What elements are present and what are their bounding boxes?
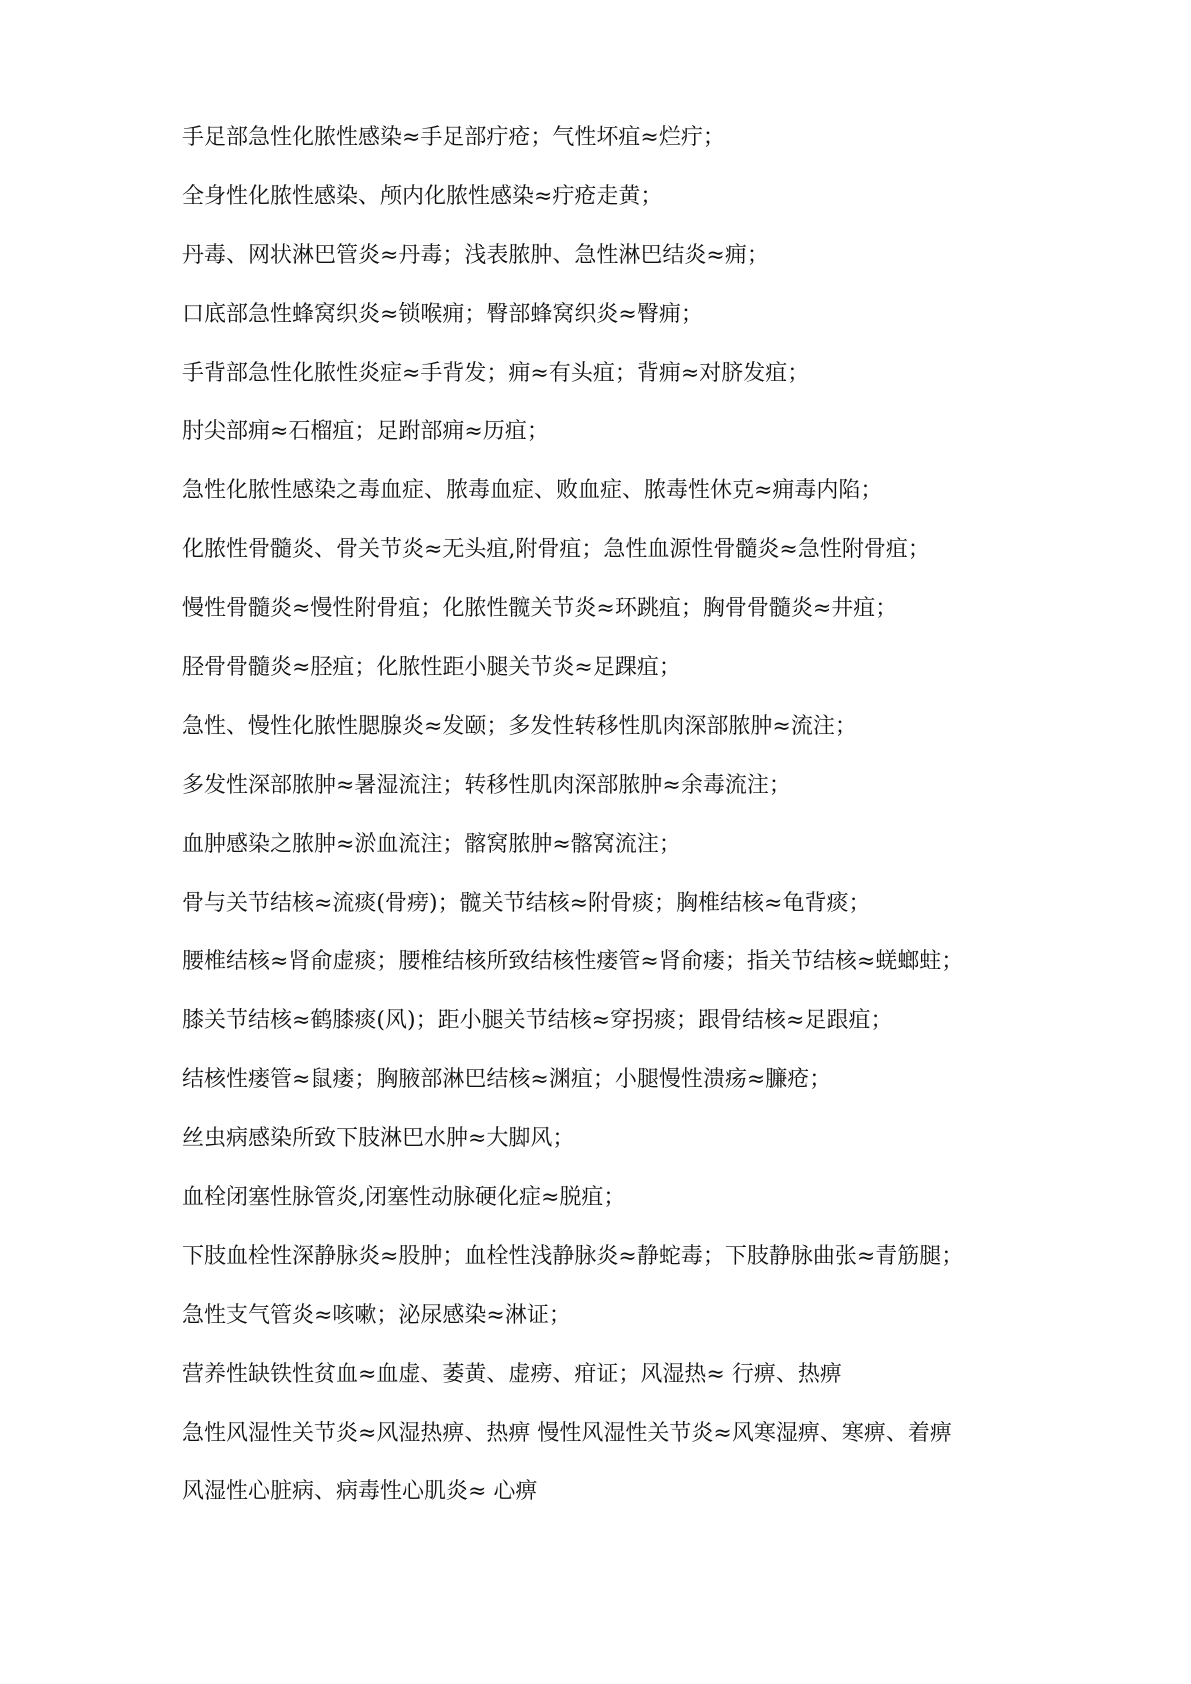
text-line: 急性化脓性感染之毒血症、脓毒血症、败血症、脓毒性休克≈痈毒内陷； bbox=[182, 478, 883, 504]
text-line: 营养性缺铁性贫血≈血虚、萎黄、虚痨、疳证；风湿热≈ 行痹、热痹 bbox=[182, 1361, 842, 1387]
text-line: 手背部急性化脓性炎症≈手背发；痈≈有头疽；背痈≈对脐发疽； bbox=[182, 360, 810, 386]
text-line: 结核性瘘管≈鼠瘘；胸腋部淋巴结核≈渊疽；小腿慢性溃疡≈臁疮； bbox=[182, 1067, 832, 1093]
text-line: 胫骨骨髓炎≈胫疽；化脓性距小腿关节炎≈足踝疽； bbox=[182, 655, 681, 681]
text-line: 慢性骨髓炎≈慢性附骨疽；化脓性髋关节炎≈环跳疽；胸骨骨髓炎≈井疽； bbox=[182, 596, 898, 622]
text-line: 骨与关节结核≈流痰(骨痨)；髋关节结核≈附骨痰；胸椎结核≈龟背痰； bbox=[182, 890, 871, 916]
text-line: 化脓性骨髓炎、骨关节炎≈无头疽,附骨疽；急性血源性骨髓炎≈急性附骨疽； bbox=[182, 537, 930, 563]
text-line: 风湿性心脏病、病毒性心肌炎≈ 心痹 bbox=[182, 1479, 538, 1505]
text-line: 口底部急性蜂窝织炎≈锁喉痈；臀部蜂窝织炎≈臀痈； bbox=[182, 301, 703, 327]
text-line: 全身性化脓性感染、颅内化脓性感染≈疔疮走黄； bbox=[182, 183, 663, 209]
text-line: 血栓闭塞性脉管炎,闭塞性动脉硬化症≈脱疽； bbox=[182, 1185, 626, 1211]
text-line: 丝虫病感染所致下肢淋巴水肿≈大脚风； bbox=[182, 1126, 575, 1152]
text-line: 手足部急性化脓性感染≈手足部疔疮；气性坏疽≈烂疔； bbox=[182, 125, 725, 150]
text-line: 肘尖部痈≈石榴疽；足跗部痈≈历疽； bbox=[182, 419, 549, 445]
text-lines bbox=[182, 118, 1142, 1531]
text-line: 丹毒、网状淋巴管炎≈丹毒；浅表脓肿、急性淋巴结炎≈痈； bbox=[182, 242, 769, 268]
text-line: 多发性深部脓肿≈暑湿流注；转移性肌肉深部脓肿≈余毒流注； bbox=[182, 772, 791, 798]
text-line: 血肿感染之脓肿≈淤血流注；髂窝脓肿≈髂窝流注； bbox=[182, 831, 681, 857]
text-line: 急性支气管炎≈咳嗽；泌尿感染≈淋证； bbox=[182, 1302, 571, 1328]
text-line: 腰椎结核≈肾俞虚痰；腰椎结核所致结核性瘘管≈肾俞瘘；指关节结核≈蜣螂蛀； bbox=[182, 949, 964, 975]
text-line: 急性、慢性化脓性腮腺炎≈发颐；多发性转移性肌肉深部脓肿≈流注； bbox=[182, 713, 857, 739]
text-line: 膝关节结核≈鹤膝痰(风)；距小腿关节结核≈穿拐痰；跟骨结核≈足跟疽； bbox=[182, 1008, 893, 1034]
text-line: 急性风湿性关节炎≈风湿热痹、热痹 慢性风湿性关节炎≈风寒湿痹、寒痹、着痹 bbox=[182, 1420, 952, 1446]
text-line: 下肢血栓性深静脉炎≈股肿；血栓性浅静脉炎≈静蛇毒；下肢静脉曲张≈青筋腿； bbox=[182, 1243, 964, 1269]
